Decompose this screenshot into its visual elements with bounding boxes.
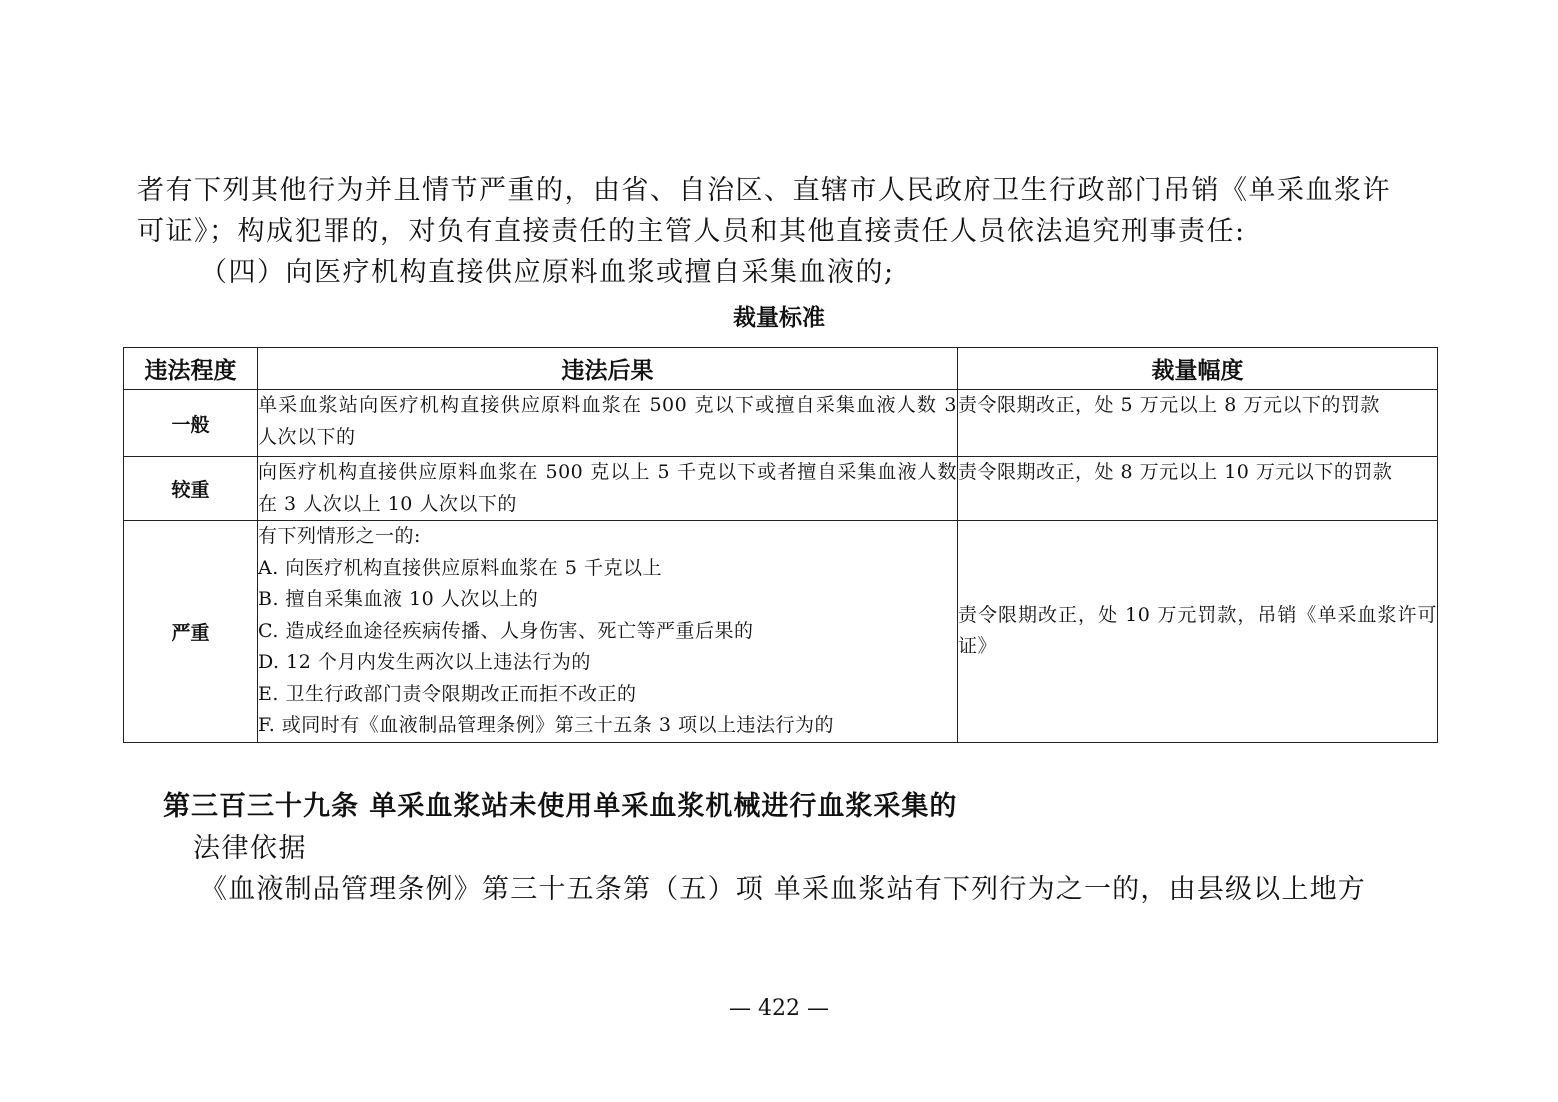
header-consequence: 违法后果 (258, 348, 958, 390)
table-title: 裁量标准 (733, 305, 825, 331)
level-cell: 严重 (124, 521, 258, 743)
consequence-list-item: 有下列情形之一的: (258, 525, 421, 547)
body-line-2: 可证》；构成犯罪的，对负有直接责任的主管人员和其他直接责任人员依法追究刑事责任: (137, 216, 1246, 247)
header-penalty: 裁量幅度 (958, 348, 1438, 390)
consequence-list-item: C. 造成经血途径疾病传播、人身伤害、死亡等严重后果的 (258, 619, 754, 642)
consequence-list-item: F. 或同时有《血液制品管理条例》第三十五条 3 项以上违法行为的 (258, 714, 834, 736)
penalty-cell: 责令限期改正，处 10 万元罚款，吊销《单采血浆许可证》 (958, 521, 1438, 743)
table-row (124, 390, 1438, 457)
consequence-list-item: E. 卫生行政部门责令限期改正而拒不改正的 (258, 682, 637, 705)
level-cell: 较重 (124, 457, 258, 521)
penalty-cell: 责令限期改正，处 8 万元以上 10 万元以下的罚款 (958, 457, 1438, 521)
legal-basis-text: 《血液制品管理条例》第三十五条第（五）项 单采血浆站有下列行为之一的，由县级以上地方 (200, 874, 1366, 905)
consequence-cell: 单采血浆站向医疗机构直接供应原料血浆在 500 克以下或擅自采集血液人数 3 人次以下的 (258, 390, 958, 457)
consequence-list-item: B. 擅自采集血液 10 人次以上的 (258, 588, 539, 610)
consequence-list-item: D. 12 个月内发生两次以上违法行为的 (258, 651, 591, 673)
consequence-cell (258, 521, 958, 743)
body-line-1: 者有下列其他行为并且情节严重的，由省、自治区、直辖市人民政府卫生行政部门吊销《单采血浆许 (137, 175, 1391, 206)
table-row (124, 521, 1438, 743)
penalty-cell: 责令限期改正，处 5 万元以上 8 万元以下的罚款 (958, 390, 1438, 457)
discretion-standard-table (123, 347, 1438, 743)
table-header-row (124, 348, 1438, 390)
level-cell: 一般 (124, 390, 258, 457)
header-level: 违法程度 (124, 348, 258, 390)
body-line-3: （四）向医疗机构直接供应原料血浆或擅自采集血液的; (200, 257, 895, 288)
consequence-cell: 向医疗机构直接供应原料血浆在 500 克以上 5 千克以下或者擅自采集血液人数在 3 人次以上 10 人次以下的 (258, 457, 958, 521)
page-number: — 422 — (729, 996, 829, 1021)
article-heading: 第三百三十九条 单采血浆站未使用单采血浆机械进行血浆采集的 (163, 791, 958, 822)
consequence-list-item: A. 向医疗机构直接供应原料血浆在 5 千克以上 (258, 556, 662, 579)
table-row (124, 457, 1438, 521)
legal-basis-label: 法律依据 (193, 833, 307, 864)
